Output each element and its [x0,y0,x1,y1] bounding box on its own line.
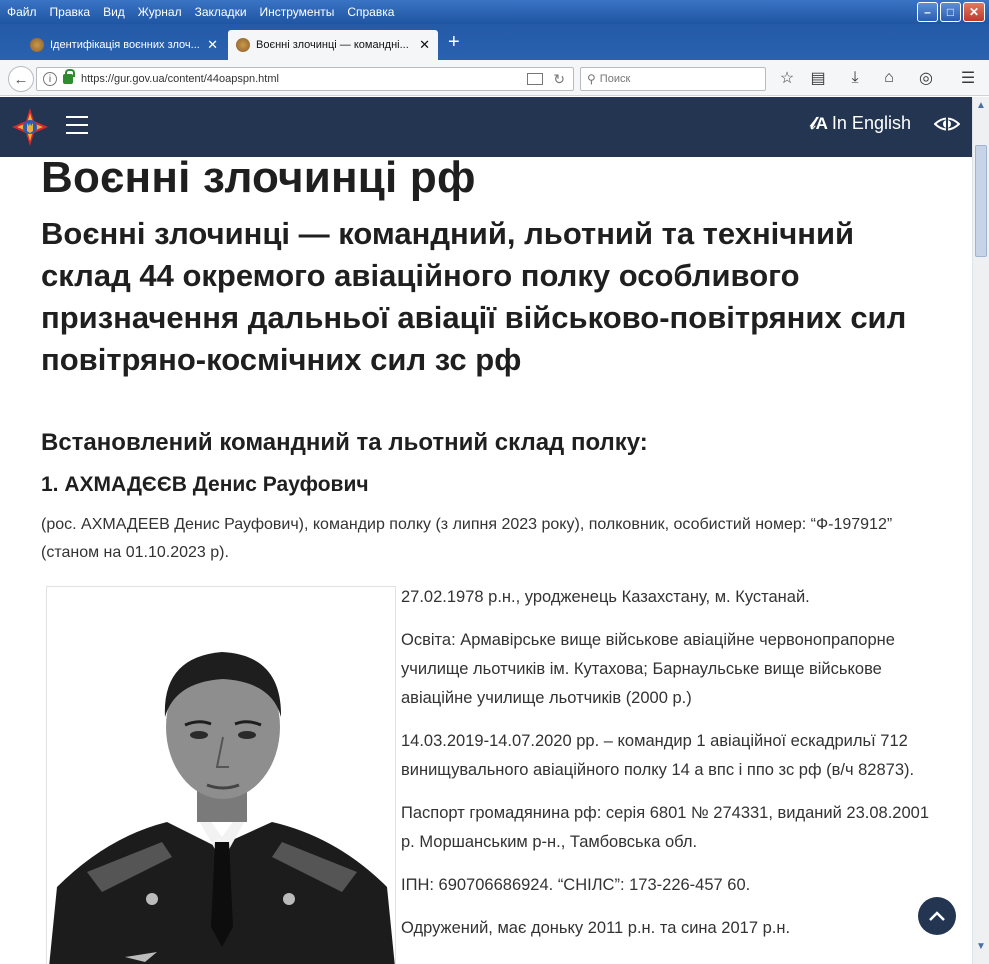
menu-view[interactable]: Вид [103,5,125,19]
menu-hamburger-icon[interactable]: ☰ [960,70,976,87]
bio-paragraph: 27.02.1978 р.н., уродженець Казахстану, м. Кустанай. [401,588,810,606]
bio-paragraph: Одружений, має доньку 2011 р.н. та сина 2017 р.н. [401,919,791,937]
minimize-button[interactable]: – [917,2,938,22]
person-intro: (рос. АХМАДЕЕВ Денис Рауфович), командир полку (з липня 2023 року), полковник, особистий номер: “Ф-197912” (станом на 01.10.2023 р). [41,516,893,561]
reader-view-icon[interactable] [527,73,543,85]
scroll-down-icon[interactable]: ▼ [976,940,986,952]
menu-bookmarks[interactable]: Закладки [194,5,247,19]
lang-label: In English [831,113,911,133]
menu-history[interactable]: Журнал [137,5,182,19]
url-bar[interactable] [36,67,574,91]
close-window-button[interactable]: ✕ [963,2,985,22]
reload-icon[interactable]: ↻ [553,70,565,87]
home-icon[interactable]: ⌂ [884,69,894,86]
url-text[interactable]: https://gur.gov.ua/content/44oapspn.html [81,73,279,85]
bio-paragraph: 14.03.2019-14.07.2020 рр. – командир 1 авіаційної ескадрильї 712 винищувального авіаційного полку 14 а впс і ппо зс рф (в/ч 82873). [401,732,915,779]
menu-help[interactable]: Справка [347,5,395,19]
page-content [0,157,972,964]
search-icon: ⚲ [587,72,596,86]
scroll-thumb[interactable] [975,145,987,257]
page-scrollbar[interactable] [972,97,989,964]
person-photo [46,586,396,964]
bio-paragraph: Освіта: Армавірське вище військове авіаційне червонопрапорне училище льотчиків ім. Кутахова; Барнаульське вище військове авіаційне училище льотчиків (2000 р.) [401,631,895,707]
scroll-up-icon[interactable]: ▲ [976,99,986,111]
info-icon[interactable]: i [43,72,57,86]
english-language-link[interactable] [810,113,911,134]
bio-paragraph: Паспорт громадянина рф: серія 6801 № 274331, виданий 23.08.2001 р. Моршанським р-н., Тамбовська обл. [401,804,930,851]
tab-label: Ідентифікація воєнних злоч... [50,39,200,51]
page-title: Воєнні злочинці рф [41,157,476,202]
maximize-button[interactable]: □ [940,2,961,22]
site-menu-icon[interactable] [66,116,88,134]
menu-edit[interactable]: Правка [49,5,91,19]
site-favicon-icon [236,38,250,52]
menu-tools[interactable]: Инструменты [259,5,335,19]
accessibility-eye-icon[interactable] [934,113,960,135]
site-favicon-icon [30,38,44,52]
article-subtitle: Воєнні злочинці — командний, льотний та технічний склад 44 окремого авіаційного полку особливого призначення дальньої авіації військово-повітряних сил повітряно-космічних сил зс рф [41,216,907,377]
tab-identification[interactable] [22,30,226,60]
chevron-up-icon [928,910,946,922]
downloads-icon[interactable]: ⤓ [851,69,859,86]
site-header [0,97,972,157]
window-controls [917,2,985,22]
bio-paragraph: ІПН: 690706686924. “СНІЛС”: 173-226-457 60. [401,876,751,894]
translate-icon: 𝓁A [810,113,828,133]
scroll-to-top-button[interactable] [918,897,956,935]
tab-war-criminals[interactable] [228,30,438,60]
person-name: 1. АХМАДЄЄВ Денис Рауфович [41,473,369,496]
section-heading: Встановлений командний та льотний склад полку: [41,429,648,456]
navigation-bar [0,60,989,96]
search-input[interactable] [600,73,750,85]
person-bio [401,583,936,957]
gur-emblem-icon[interactable] [10,107,50,147]
pocket-icon[interactable]: ◎ [919,70,933,87]
library-icon[interactable]: ▤ [810,70,826,87]
bookmark-star-icon[interactable]: ☆ [779,70,795,87]
lock-icon [63,74,73,84]
close-tab-icon[interactable]: ✕ [419,37,430,52]
new-tab-button[interactable]: + [448,31,460,53]
tab-bar [0,24,989,60]
back-button[interactable]: ← [8,66,34,92]
search-bar[interactable] [580,67,766,91]
close-tab-icon[interactable]: ✕ [207,37,218,52]
menu-bar [0,0,989,24]
menu-file[interactable]: Файл [7,5,37,19]
tab-label: Воєнні злочинці — командні... [256,39,409,51]
